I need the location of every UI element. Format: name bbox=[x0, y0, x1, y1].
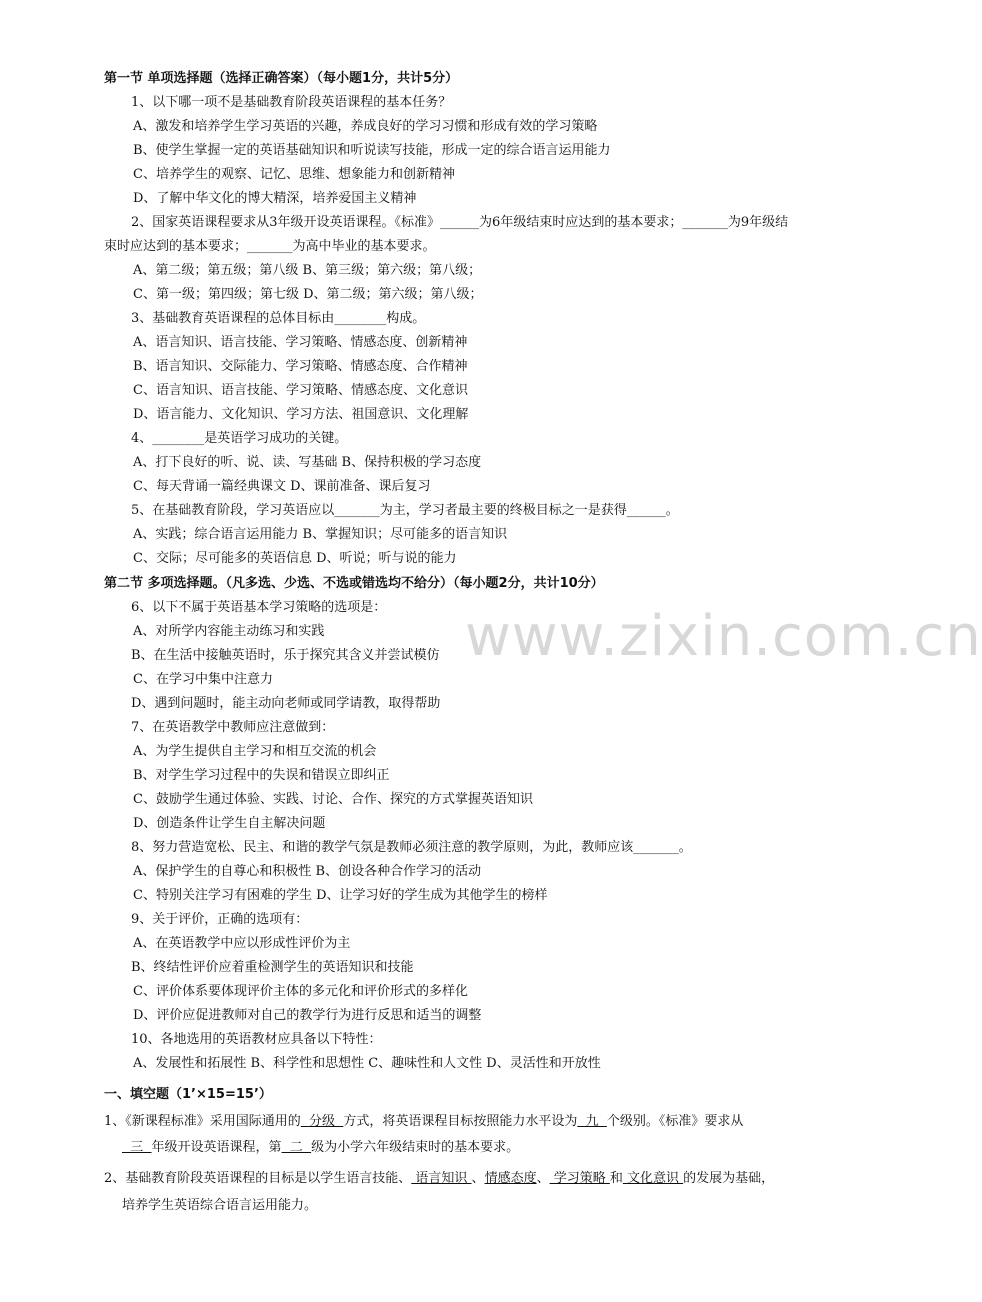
fill-1-text-5: 级为小学六年级结束时的基本要求。 bbox=[311, 1140, 520, 1155]
q1-stem: 1、以下哪一项不是基础教育阶段英语课程的基本任务？ bbox=[131, 95, 452, 110]
q7-option-b: B、对学生学习过程中的失误和错误立即纠正 bbox=[133, 768, 390, 783]
q2-stem-cont: 束时应达到的基本要求；_______为高中毕业的基本要求。 bbox=[104, 239, 436, 254]
q3-option-a: A、语言知识、语言技能、学习策略、情感态度、创新精神 bbox=[133, 335, 468, 350]
q6-stem: 6、以下不属于英语基本学习策略的选项是： bbox=[131, 600, 387, 615]
fill-2-text-5: 的发展为基础， bbox=[683, 1171, 775, 1186]
fill-2-text-1: 2、基础教育阶段英语课程的目标是以学生语言技能、 bbox=[104, 1171, 412, 1186]
q6-option-d: D、遇到问题时，能主动向老师或同学请教，取得帮助 bbox=[131, 696, 441, 711]
q2-stem: 2、国家英语课程要求从3年级开设英语课程。《标准》______为6年级结束时应达到的基本要求；_______为9年级结 bbox=[131, 215, 789, 230]
fill-1-answer-4: 二 bbox=[281, 1140, 312, 1155]
fill-1-line-2 bbox=[122, 1139, 519, 1157]
q2-options-cd: C、第一级；第四级；第七级 D、第二级；第六级；第八级； bbox=[133, 287, 483, 302]
section-3-heading: 一、填空题（1’×15=15’） bbox=[104, 1087, 272, 1102]
q1-option-c: C、培养学生的观察、记忆、思维、想象能力和创新精神 bbox=[133, 167, 455, 182]
fill-1-text-4: 年级开设英语课程，第 bbox=[151, 1140, 282, 1155]
fill-2-line-2: 培养学生英语综合语言运用能力。 bbox=[122, 1198, 318, 1213]
fill-2-answer-4: 文化意识 bbox=[622, 1171, 684, 1186]
fill-2-text-3: 、 bbox=[536, 1171, 550, 1186]
q8-options-cd: C、特别关注学习有困难的学生 D、让学习好的学生成为其他学生的榜样 bbox=[133, 888, 548, 903]
q5-options-cd: C、交际；尽可能多的英语信息 D、听说；听与说的能力 bbox=[133, 551, 457, 566]
q4-stem: 4、________是英语学习成功的关键。 bbox=[131, 431, 348, 446]
q7-stem: 7、在英语教学中教师应注意做到： bbox=[131, 720, 335, 735]
fill-2-text-4: 和 bbox=[609, 1171, 623, 1186]
q10-stem: 10、各地选用的英语教材应具备以下特性： bbox=[131, 1032, 382, 1047]
section-1-heading: 第一节 单项选择题（选择正确答案）（每小题1分，共计5分） bbox=[104, 71, 459, 86]
q2-options-ab: A、第二级；第五级；第八级 B、第三级；第六级；第八级； bbox=[133, 263, 482, 278]
q7-option-c: C、鼓励学生通过体验、实践、讨论、合作、探究的方式掌握英语知识 bbox=[133, 792, 533, 807]
q4-options-cd: C、每天背诵一篇经典课文 D、课前准备、课后复习 bbox=[133, 479, 431, 494]
fill-1-answer-2: 九 bbox=[577, 1114, 607, 1129]
q7-option-d: D、创造条件让学生自主解决问题 bbox=[133, 816, 326, 831]
watermark: www.zixin.com.cn bbox=[465, 604, 982, 669]
q3-option-c: C、语言知识、语言技能、学习策略、情感态度、文化意识 bbox=[133, 383, 468, 398]
fill-1-text-2: 方式，将英语课程目标按照能力水平设为 bbox=[343, 1114, 578, 1129]
q10-options: A、发展性和拓展性 B、科学性和思想性 C、趣味性和人文性 D、灵活性和开放性 bbox=[133, 1056, 601, 1071]
q9-option-b: B、终结性评价应着重检测学生的英语知识和技能 bbox=[131, 960, 414, 975]
q3-option-b: B、语言知识、交际能力、学习策略、情感态度、合作精神 bbox=[133, 359, 468, 374]
fill-1-text-1: 1、《新课程标准》采用国际通用的 bbox=[104, 1114, 301, 1129]
fill-2-line-1 bbox=[104, 1170, 774, 1188]
fill-2-answer-2: 情感态度 bbox=[484, 1171, 537, 1186]
q8-options-ab: A、保护学生的自尊心和积极性 B、创设各种合作学习的活动 bbox=[133, 864, 482, 879]
q1-option-d: D、了解中华文化的博大精深，培养爱国主义精神 bbox=[133, 191, 417, 206]
q6-option-a: A、对所学内容能主动练习和实践 bbox=[133, 624, 325, 639]
q3-stem: 3、基础教育英语课程的总体目标由________构成。 bbox=[131, 311, 426, 326]
q1-option-a: A、激发和培养学生学习英语的兴趣，养成良好的学习习惯和形成有效的学习策略 bbox=[133, 119, 598, 134]
q8-stem: 8、努力营造宽松、民主、和谐的教学气氛是教师必须注意的教学原则，为此，教师应该_______。 bbox=[131, 840, 692, 855]
fill-1-answer-1: 分级 bbox=[300, 1114, 344, 1129]
fill-2-text-2: 、 bbox=[471, 1171, 485, 1186]
section-2-heading: 第二节 多项选择题。（凡多选、少选、不选或错选均不给分）（每小题2分，共计10分） bbox=[104, 576, 604, 591]
q9-option-a: A、在英语教学中应以形成性评价为主 bbox=[133, 936, 351, 951]
fill-2-answer-1: 语言知识 bbox=[411, 1171, 472, 1186]
q7-option-a: A、为学生提供自主学习和相互交流的机会 bbox=[133, 744, 377, 759]
q6-option-b: B、在生活中接触英语时，乐于探究其含义并尝试模仿 bbox=[131, 648, 440, 663]
fill-1-answer-3: 三 bbox=[122, 1140, 152, 1155]
q5-stem: 5、在基础教育阶段，学习英语应以_______为主，学习者最主要的终极目标之一是获得______。 bbox=[131, 503, 679, 518]
q5-options-ab: A、实践；综合语言运用能力 B、掌握知识；尽可能多的语言知识 bbox=[133, 527, 508, 542]
fill-1-line-1 bbox=[104, 1113, 743, 1131]
q6-option-c: C、在学习中集中注意力 bbox=[133, 672, 273, 687]
q9-option-c: C、评价体系要体现评价主体的多元化和评价形式的多样化 bbox=[133, 984, 468, 999]
q4-options-ab: A、打下良好的听、说、读、写基础 B、保持积极的学习态度 bbox=[133, 455, 482, 470]
q9-option-d: D、评价应促进教师对自己的教学行为进行反思和适当的调整 bbox=[133, 1008, 482, 1023]
q1-option-b: B、使学生掌握一定的英语基础知识和听说读写技能，形成一定的综合语言运用能力 bbox=[133, 143, 611, 158]
q3-option-d: D、语言能力、文化知识、学习方法、祖国意识、文化理解 bbox=[133, 407, 469, 422]
fill-2-answer-3: 学习策略 bbox=[549, 1171, 610, 1186]
fill-1-text-3: 个级别。《标准》要求从 bbox=[606, 1114, 744, 1129]
q9-stem: 9、关于评价，正确的选项有： bbox=[131, 912, 309, 927]
